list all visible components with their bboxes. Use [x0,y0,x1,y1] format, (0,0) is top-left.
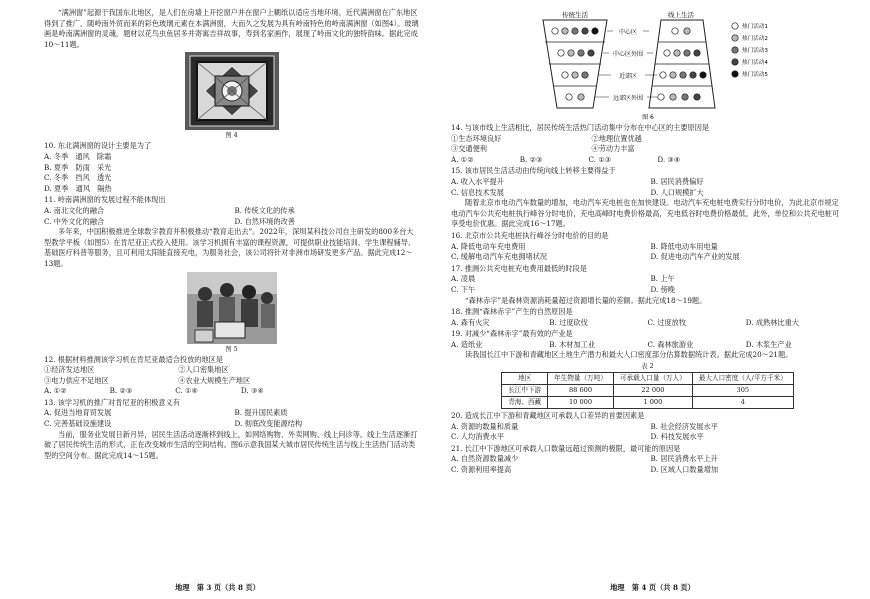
figure-6-legend [731,22,768,78]
table-cell: 长江中下游 [502,385,548,397]
table-row [502,397,794,409]
question-20-options [451,422,844,443]
option: B. 居民消费偏好 [650,176,704,186]
traditional-life-title: 传统生活 [561,11,588,19]
option: B. 木材加工业 [549,339,596,349]
option: C. ①③ [588,154,612,164]
question-21-options [451,454,844,475]
option: A. 收入水平提升 [451,176,504,186]
legend-label: 热门活动5 [741,72,768,78]
option: C. 中外文化的融合 [44,216,105,226]
zone-label: 远郊区外围 [612,95,643,102]
passage-16-17: 随着北京市电动汽车数量的增加，电动汽车充电桩也在加快建设。电动汽车充电桩电费实行分时电价，为此北京市规定电动汽车公共充电桩执行峰谷分时电价，充电高峰时电费价格最高，充电低谷时电费价格最低，此外，单位和公共充电桩可享受电价优惠。据此完成16～17题。 [451,198,840,229]
option: A. ①② [44,386,67,396]
right-page [435,0,870,599]
table-header-cell: 最大人口密度（人/平方千米） [692,373,793,385]
option: D. 夏季 通风 隔热 [44,183,112,193]
option: A. 森有火灾 [451,317,490,327]
option: C. 下午 [451,284,476,294]
option: C. 冬季 挡风 透光 [44,173,112,183]
option: B. 夏季 防雨 采光 [44,162,112,172]
legend-label: 热门活动4 [741,60,768,66]
option: D. 人口规模扩大 [650,187,704,197]
option: A. ①② [451,154,474,164]
table-cell: 1 000 [613,397,692,409]
table-row [502,385,794,397]
option: A. 造纸业 [451,339,483,349]
option: C. 完善基础设施建设 [44,419,112,429]
option: B. 提升国民素质 [234,408,288,418]
option: B. 过度砍伐 [549,317,588,327]
zone-label: 近郊区 [618,73,637,80]
option: D. ③④ [657,154,681,164]
passage-12-13: 多年来，中国积极推进全球数字教育并积极推动“教育走出去”。2022年，深圳某科技公司自主研发的800多台大型教学平板（如图5）在肯尼亚正式投入使用。该学习机拥有丰富的课程资源，可提供职业技能培训、学生课程辅导、基础医疗科普等服务，且可利用太阳能直接充电，为服务社会，该公司将针对非洲市场研发更多产品。据此完成12～13题。 [44,227,416,268]
option: D. 自然环境的改善 [234,216,295,226]
option: B. 居民消费水平上升 [650,454,718,464]
option: C. 信息技术发展 [451,187,504,197]
passage-18-19: “森林赤字”是森林资源消耗量超过资源增长量的差额。据此完成18～19题。 [465,295,707,305]
legend-label: 热门活动2 [741,36,768,42]
option: A. 冬季 通风 除霜 [44,151,112,161]
option: B. ②③ [519,154,543,164]
question-18-options [451,318,844,329]
question-15-options [451,177,844,198]
option: A. 降低电动车充电费用 [451,241,526,251]
question-16-options [451,242,844,263]
option: D. 促进电动汽车产业的发展 [650,252,740,262]
option: D. 成熟林比重大 [745,317,799,327]
figure-4-window-image [185,52,279,130]
figure-5-photo [187,272,277,344]
table-cell: 88 600 [548,385,614,397]
question-14-answers [451,155,726,166]
option: B. 社会经济发展水平 [650,421,718,431]
figure-5-caption: 图 5 [225,344,238,353]
passage-20-21: 读我国长江中下游和青藏地区土地生产潜力和最大人口密度部分估算数据统计表。据此完成20～21题。 [465,350,793,360]
table-cell: 10 000 [548,397,614,409]
traditional-trapezoid [543,20,607,108]
table-cell: 4 [692,397,793,409]
table-2 [501,372,794,409]
question-16-stem: 16. 北京市公共充电桩执行峰谷分时电价的目的是 [451,230,609,240]
question-11-stem: 11. 岭南满洲窗的发展过程不能体现出 [44,195,166,205]
statement: ②地理位置优越 [591,133,642,143]
option: B. 降低电动车用电量 [650,241,718,251]
option: C. 缓解电动汽车充电拥堵状况 [451,252,548,262]
figure-6-caption: 图 6 [641,114,654,121]
statement: ②人口密集地区 [178,365,229,375]
option: C. 过度放牧 [647,317,687,327]
page-footer: 地理 第 4 页（共 8 页） [610,583,695,592]
option: B. ②③ [109,386,133,396]
question-17-options [451,274,844,295]
question-17-stem: 17. 推测公共充电桩充电费用最低的时段是 [451,263,587,273]
option: A. 自然资源数量减少 [451,454,519,464]
table-header-cell: 年生物量（万吨） [548,373,614,385]
question-10-options [44,152,419,194]
option: D. 科技发展水平 [650,432,704,442]
figure-6-diagram [503,10,793,122]
question-14-stem: 14. 与该市线上生活相比，居民传统生活热门活动集中分布在中心区的主要原因是 [451,123,710,132]
question-14-statements [451,134,726,155]
online-life-title: 线上生活 [667,11,694,19]
option: B. 传统文化的传承 [234,205,295,215]
question-19-options [451,340,844,351]
option: B. 上午 [650,274,675,284]
question-12-answers [44,386,307,397]
table-cell: 22 000 [613,385,692,397]
question-12-stem: 12. 根据材料推测该学习机在肯尼亚最适合投放的地区是 [44,354,224,364]
table-header-cell: 可承载人口量（万人） [613,373,692,385]
option: A. 促进当地育贸发展 [44,408,112,418]
question-20-stem: 20. 造成长江中下游和青藏地区可承载人口差异的首要因素是 [451,411,645,421]
question-12-statements [44,365,307,386]
page-footer: 地理 第 3 页（共 8 页） [175,583,260,592]
table-header-row [502,373,794,385]
option: A. 凌晨 [451,274,476,284]
question-18-stem: 18. 推测“森林赤字”产生的自然原因是 [451,307,573,317]
passage-10-11: “满洲窗”起源于我国东北地区，是人们在房墙上开挖窗户并在窗户上糊纸以适应当地环境。近代满洲窗在广东地区得到了推广，随岭南外贸而来的彩色玻璃元素在本满洲窗，大而久之发展为具有岭南特色的岭南满洲窗（如图4）。玻璃画是岭南满洲窗的灵魂，题材以花鸟虫鱼居多并寄寓吉祥故事，寿到名家画作，展现了岭南文化的独特韵味。据此完成10～11题。 [44,8,419,49]
option: D. 区域人口数量增加 [650,465,719,475]
statement: ①经济发达地区 [44,365,95,375]
question-13-options [44,408,419,429]
zone-label: 中心区外围 [612,51,643,58]
table-2-caption: 表 2 [641,362,654,371]
question-13-stem: 13. 该学习机的推广对肯尼亚的积极意义有 [44,397,180,407]
legend-label: 热门活动1 [741,24,768,30]
statement: ③交通便利 [451,144,487,154]
option: A. 资源的数量和质量 [451,421,519,431]
option: D. 傍晚 [650,284,675,294]
statement: ③电力供应不足地区 [44,375,109,385]
option: D. ③④ [240,386,264,396]
zone-label: 中心区 [618,29,637,36]
question-10-stem: 10. 东北满洲窗的设计主要是为了 [44,141,152,151]
option: A. 南北文化的融合 [44,205,105,215]
passage-14-15: 当前，服务业发展日新月异，居民生活活动逐渐移到线上，如网络购物、外卖网购、线上问诊等。线上生活逐渐打破了居民传统生活的形式，正在改变城市生活的空间结构。图6示意我国某大城市居民传统生活与线上生活热门活动类型的空间分布。据此完成14～15题。 [44,429,418,460]
option: D. 木浆生产业 [745,339,792,349]
statement: ④农业大规模生产地区 [178,375,251,385]
online-trapezoid [649,20,715,108]
table-cell: 305 [692,385,793,397]
question-21-stem: 21. 长江中下游地区可承载人口数量远超过预测的极限，最可能的原因是 [451,443,681,453]
statement: ①生态环境良好 [451,133,502,143]
figure-4-caption: 图 4 [225,131,238,140]
option: C. 森林旅游业 [647,339,694,349]
table-header-cell: 地区 [502,373,548,385]
statement: ④劳动力丰富 [591,144,635,154]
option: C. 资源利用率提高 [451,465,512,475]
option: D. 彻底改变能源结构 [234,419,303,429]
option: C. ①④ [175,386,198,396]
table-cell: 青海、西藏 [502,397,548,409]
question-11-options [44,206,419,227]
legend-label: 热门活动3 [741,48,768,54]
option: C. 人均消费水平 [451,432,504,442]
question-15-stem: 15. 该市居民生活活动由传统向线上转移主要得益于 [451,166,616,176]
question-19-stem: 19. 对减少“森林赤字”最有效的产业是 [451,329,573,339]
